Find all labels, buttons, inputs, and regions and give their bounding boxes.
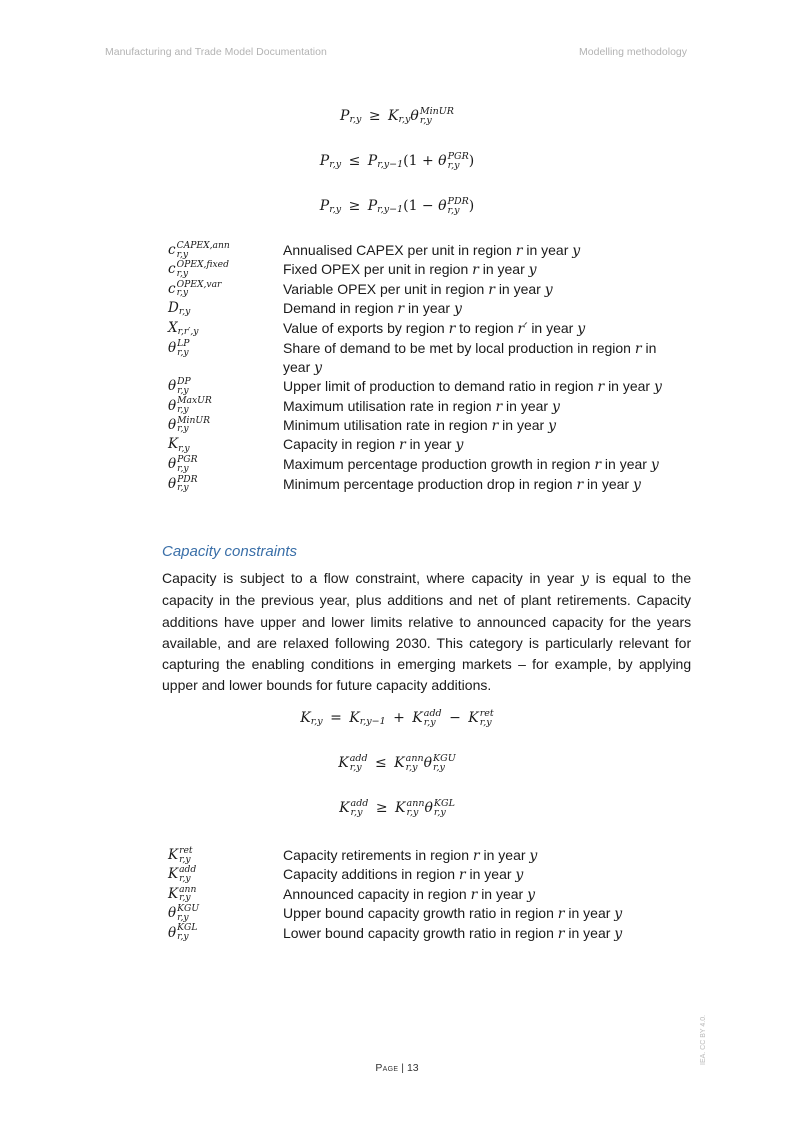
variable-row <box>168 846 688 865</box>
equation-capacity-upper: K add r,y ≤ K ann r,y θ KGU r,y <box>338 753 456 774</box>
symbol-opex-fixed: c OPEX,fixed r,y <box>168 259 229 279</box>
variable-description: Maximum percentage production growth in region r in year y <box>283 456 659 474</box>
license-note: IEA. CC BY 4.0. <box>700 1014 707 1065</box>
variable-row <box>168 475 688 494</box>
page-number: 13 <box>406 1062 419 1074</box>
variable-row <box>168 416 688 435</box>
variable-row <box>168 435 688 455</box>
variable-row <box>168 377 688 396</box>
variable-row <box>168 241 688 260</box>
variable-row <box>168 885 688 904</box>
symbol-capex-ann: c CAPEX,ann r,y <box>168 239 230 260</box>
variable-description: Capacity retirements in region r in year y <box>283 847 538 864</box>
variable-row <box>168 260 688 279</box>
variable-description: Minimum percentage production drop in region r in year y <box>283 475 641 493</box>
variable-description: Demand in region r in year y <box>283 300 462 318</box>
header-section-title: Modelling methodology <box>579 46 687 58</box>
symbol-theta-kgl: θ KGL r,y <box>168 922 198 943</box>
variable-row <box>168 904 688 923</box>
equation-min-utilisation: Pr,y ≥ Kr,yθ MinUR r,y <box>340 106 454 127</box>
variable-description: Fixed OPEX per unit in region r in year y <box>283 261 537 279</box>
variable-description: Upper limit of production to demand ratio in region r in year y <box>283 378 662 396</box>
section-heading: Capacity constraints <box>162 543 298 560</box>
variable-row <box>168 280 688 299</box>
variable-description: Maximum utilisation rate in region r in year y <box>283 397 560 415</box>
symbol-k-ret: K ret r,y <box>168 844 193 865</box>
variable-row <box>168 319 688 339</box>
symbol-theta-minur: θ MinUR r,y <box>168 414 211 435</box>
equation-capacity-flow: Kr,y = Kr,y−1 + K add r,y − K ret r,y <box>300 708 494 729</box>
equation-production-drop: Pr,y ≥ Pr,y−1(1 − θ PDR r,y ) <box>319 196 475 217</box>
variable-row <box>168 397 688 416</box>
symbol-capacity: Kr,y <box>168 436 190 454</box>
symbol-k-ann: K ann r,y <box>168 883 197 904</box>
variable-description: Minimum utilisation rate in region r in year y <box>283 416 556 434</box>
variable-row <box>168 455 688 474</box>
symbol-opex-var: c OPEX,var r,y <box>168 278 222 299</box>
variable-description: Upper bound capacity growth ratio in region r in year y <box>283 905 623 923</box>
page-footer: Page | 13 <box>375 1062 419 1074</box>
header-doc-title: Manufacturing and Trade Model Documentation <box>105 46 327 58</box>
variable-description: Lower bound capacity growth ratio in region r in year y <box>283 924 623 942</box>
symbol-theta-pdr: θ PDR r,y <box>168 473 198 494</box>
variable-description: Share of demand to be met by local production in region r in year y <box>283 340 657 377</box>
symbol-theta-pgr: θ PGR r,y <box>168 454 198 474</box>
symbol-theta-kgu: θ KGU r,y <box>168 902 200 923</box>
symbol-exports: Xr,r′,y <box>168 320 199 338</box>
variable-description: Value of exports by region r to region r′ in year y <box>283 320 586 338</box>
variable-description: Capacity additions in region r in year y <box>283 866 524 884</box>
body-paragraph: Capacity is subject to a flow constraint, where capacity in year y is equal to the capacity in the previous year, plus additions and net of plant retirements. Capacity additions have upper and lower limits relative to announced capacity for the years available, and are relaxed following 2030. This category is particularly relevant for capturing the enabling conditions in emerging markets – for example, by applying upper and lower bounds for future capacity additions. <box>162 570 692 694</box>
symbol-demand: Dr,y <box>168 300 191 318</box>
variable-description: Announced capacity in region r in year y <box>283 885 536 903</box>
equation-production-growth: Pr,y ≤ Pr,y−1(1 + θ PGR r,y ) <box>319 151 475 172</box>
variable-row <box>168 339 688 377</box>
variable-description: Capacity in region r in year y <box>283 436 464 454</box>
page-label: Page <box>375 1062 399 1074</box>
variable-list-production <box>168 241 688 494</box>
symbol-k-add: K add r,y <box>168 864 197 884</box>
symbol-theta-lp: θ LP r,y <box>168 337 190 358</box>
symbol-theta-dp: θ DP r,y <box>168 375 191 396</box>
variable-description: Annualised CAPEX per unit in region r in year y <box>283 242 581 259</box>
equation-capacity-lower: K add r,y ≥ K ann r,y θ KGL r,y <box>339 798 455 819</box>
variable-row <box>168 299 688 319</box>
symbol-theta-maxur: θ MaxUR r,y <box>168 395 212 416</box>
variable-row <box>168 924 688 943</box>
variable-list-capacity <box>168 846 688 943</box>
variable-row <box>168 865 688 884</box>
variable-description: Variable OPEX per unit in region r in year y <box>283 280 553 298</box>
